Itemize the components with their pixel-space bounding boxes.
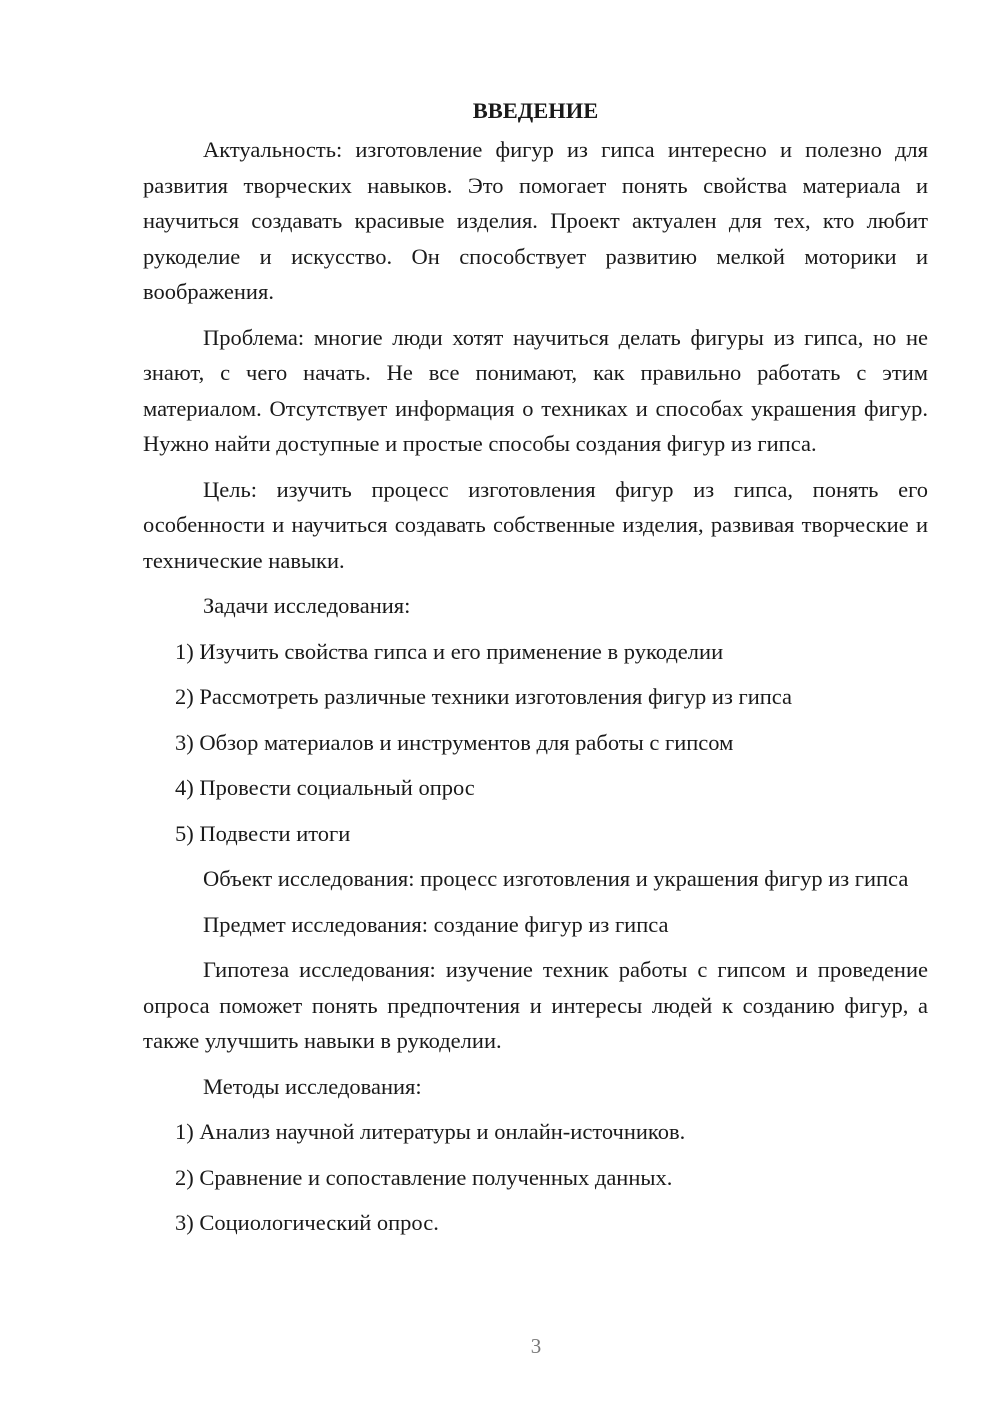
relevance-paragraph: Актуальность: изготовление фигур из гипса интересно и полезно для развития творческих навыков. Это помогает понять свойства материала и научиться создавать красивые изделия. Проект актуален для тех, кто любит рукоделие и искусство. Он способствует развитию мелкой моторики и воображения. xyxy=(143,137,928,304)
subject-paragraph: Предмет исследования: создание фигур из гипса xyxy=(203,911,669,937)
page-number: 3 xyxy=(530,1334,542,1358)
task-item: 1) Изучить свойства гипса и его применение в рукоделии xyxy=(175,638,724,664)
task-item: 3) Обзор материалов и инструментов для работы с гипсом xyxy=(175,729,734,755)
tasks-list xyxy=(143,634,928,852)
page-content xyxy=(143,96,928,1251)
task-item: 2) Рассмотреть различные техники изготовления фигур из гипса xyxy=(175,684,793,709)
methods-list xyxy=(143,1114,928,1241)
methods-heading: Методы исследования: xyxy=(203,1073,422,1099)
hypothesis-paragraph: Гипотеза исследования: изучение техник работы с гипсом и проведение опроса поможет понять предпочтения и интересы людей к созданию фигур, а также улучшить навыки в рукоделии. xyxy=(143,957,928,1053)
method-item: 2) Сравнение и сопоставление полученных данных. xyxy=(175,1164,673,1190)
method-item: 3) Социологический опрос. xyxy=(175,1210,439,1235)
tasks-heading: Задачи исследования: xyxy=(203,593,411,618)
problem-paragraph: Проблема: многие люди хотят научиться делать фигуры из гипса, но не знают, с чего начать. Не все понимают, как правильно работать с этим материалом. Отсутствует информация о техниках и способах украшения фигур. Нужно найти доступные и простые способы создания фигур из гипса. xyxy=(143,324,928,456)
task-item: 5) Подвести итоги xyxy=(175,820,351,846)
object-paragraph: Объект исследования: процесс изготовления и украшения фигур из гипса xyxy=(203,866,909,891)
goal-paragraph: Цель: изучить процесс изготовления фигур из гипса, понять его особенности и научиться создавать собственные изделия, развивая творческие и технические навыки. xyxy=(143,476,928,573)
task-item: 4) Провести социальный опрос xyxy=(175,775,475,800)
method-item: 1) Анализ научной литературы и онлайн-источников. xyxy=(175,1119,686,1144)
section-title: ВВЕДЕНИЕ xyxy=(472,98,599,123)
